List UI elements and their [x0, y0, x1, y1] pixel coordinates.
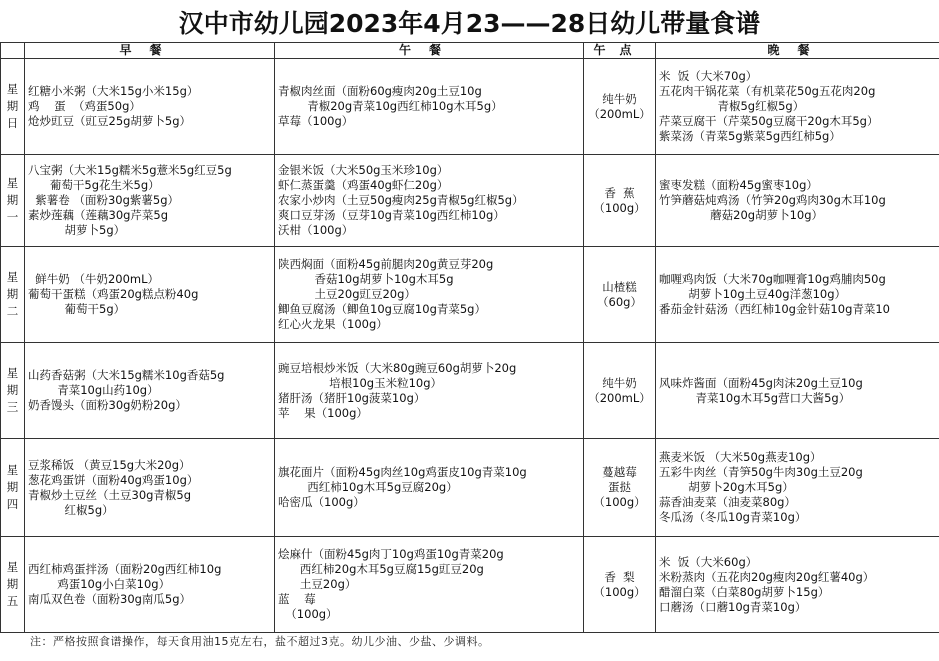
header-snack: 午点 — [584, 43, 656, 59]
dinner-cell — [656, 155, 939, 247]
lunch-line: 陕西焖面（面粉45g前腿肉20g黄豆芽20g — [278, 257, 494, 271]
dinner-cell — [656, 439, 939, 537]
breakfast-line: 红椒5g） — [28, 502, 114, 517]
day-label-char: 期 — [6, 193, 19, 207]
breakfast-line: 西红柿鸡蛋拌汤（面粉20g西红柿10g — [28, 562, 222, 576]
breakfast-cell — [25, 343, 275, 439]
snack-cell — [584, 247, 656, 343]
day-label — [1, 343, 25, 439]
day-label-char: 期 — [6, 99, 19, 113]
day-label-char: 期 — [6, 287, 19, 301]
day-label-char: 四 — [6, 497, 19, 511]
dinner-cell — [656, 537, 939, 633]
day-label-char: 二 — [6, 304, 19, 318]
dinner-line: 番茄金针菇汤（西红柿10g金针菇10g青菜10 — [659, 302, 890, 316]
menu-table — [0, 42, 939, 633]
breakfast-line: 鸡 蛋 （鸡蛋50g） — [28, 99, 141, 113]
dinner-cell — [656, 247, 939, 343]
snack-line: 香 蕉 — [604, 185, 635, 200]
breakfast-line: 山药香菇粥（大米15g糯米10g香菇5g — [28, 368, 225, 382]
breakfast-cell — [25, 439, 275, 537]
lunch-cell — [275, 247, 584, 343]
snack-line: 蔓越莓 — [602, 465, 637, 479]
dinner-line: 米 饭（大米70g） — [659, 69, 758, 83]
day-label-char: 一 — [6, 210, 19, 224]
breakfast-line: 葡萄干5g） — [28, 302, 126, 316]
day-label — [1, 439, 25, 537]
snack-cell — [584, 537, 656, 633]
day-label-char: 星 — [6, 366, 19, 380]
lunch-line: 沃柑（100g） — [278, 223, 354, 237]
day-row-thu — [1, 439, 939, 537]
dinner-line: 五花肉干锅花菜（有机菜花50g五花肉20g — [659, 84, 876, 98]
dinner-line: 蒜香油麦菜（油麦菜80g） — [659, 495, 796, 509]
lunch-line: 猪肝汤（猪肝10g菠菜10g） — [278, 390, 426, 405]
day-label-char: 三 — [6, 400, 19, 414]
breakfast-cell — [25, 537, 275, 633]
lunch-line: 培根10g玉米粒10g） — [278, 375, 443, 390]
dinner-cell — [656, 343, 939, 439]
breakfast-line: 青椒炒土豆丝（土豆30g青椒5g — [28, 487, 192, 502]
lunch-line: 青椒肉丝面（面粉60g瘦肉20g土豆10g — [278, 84, 482, 98]
dinner-line: 胡萝卜10g土豆40g洋葱10g） — [659, 287, 847, 301]
breakfast-line: 鲜牛奶 （牛奶200mL） — [28, 272, 160, 286]
day-row-sun — [1, 59, 939, 155]
lunch-cell — [275, 439, 584, 537]
dinner-line: 竹笋蘑菇炖鸡汤（竹笋20g鸡肉30g木耳10g — [659, 193, 886, 207]
day-label-char: 星 — [6, 560, 19, 574]
snack-cell — [584, 439, 656, 537]
lunch-line: （100g） — [278, 607, 338, 621]
breakfast-line: 八宝粥（大米15g糯米5g薏米5g红豆5g — [28, 163, 232, 177]
header-dinner: 晚餐 — [656, 43, 939, 59]
day-row-wed — [1, 343, 939, 439]
day-row-fri — [1, 537, 939, 633]
dinner-line: 芹菜豆腐干（芹菜50g豆腐干20g木耳5g） — [659, 114, 879, 128]
day-label-char: 星 — [6, 463, 19, 477]
dinner-line: 口蘑汤（口蘑10g青菜10g） — [659, 599, 807, 614]
breakfast-cell — [25, 59, 275, 155]
day-row-mon — [1, 155, 939, 247]
footnote: 注：严格按照食谱操作，每天食用油15克左右，盐不超过3克。幼儿少油、少盐、少调料。 — [30, 635, 490, 648]
snack-line: 山楂糕 — [602, 279, 637, 294]
breakfast-line: 青菜10g山药10g） — [28, 383, 159, 397]
snack-line: （60g） — [597, 294, 642, 309]
dinner-line: 冬瓜汤（冬瓜10g青菜10g） — [659, 510, 807, 524]
snack-line: 纯牛奶 — [602, 375, 637, 390]
snack-cell — [584, 155, 656, 247]
day-row-tue — [1, 247, 939, 343]
lunch-line: 旗花面片（面粉45g肉丝10g鸡蛋皮10g青菜10g — [278, 465, 527, 479]
lunch-line: 土豆20g豇豆20g） — [278, 287, 416, 301]
lunch-line: 农家小炒肉（土豆50g瘦肉25g青椒5g红椒5g） — [278, 193, 524, 207]
breakfast-line: 素炒莲藕（莲藕30g芹菜5g — [28, 208, 169, 222]
dinner-line: 燕麦米饭 （大米50g燕麦10g） — [659, 450, 822, 464]
lunch-cell — [275, 537, 584, 633]
lunch-line: 豌豆培根炒米饭（大米80g豌豆60g胡萝卜20g — [278, 360, 517, 375]
dinner-line: 青椒5g红椒5g） — [659, 99, 805, 113]
dinner-line: 胡萝卜20g木耳5g） — [659, 480, 794, 494]
dinner-line: 青菜10g木耳5g营口大酱5g） — [659, 390, 851, 405]
snack-line: （200mL） — [588, 390, 651, 405]
dinner-line: 蘑菇20g胡萝卜10g） — [659, 208, 824, 222]
breakfast-line: 红糖小米粥（大米15g小米15g） — [28, 84, 199, 98]
day-label-char: 期 — [6, 480, 19, 494]
breakfast-cell — [25, 247, 275, 343]
day-label-char: 日 — [6, 116, 19, 130]
day-label-char: 星 — [6, 176, 19, 190]
breakfast-line: 葡萄干5g花生米5g） — [28, 178, 160, 192]
snack-line: 香 梨 — [604, 569, 635, 584]
lunch-line: 西红柿10g木耳5g豆腐20g） — [278, 480, 458, 494]
header-breakfast: 早餐 — [25, 43, 275, 59]
day-label-char: 五 — [6, 594, 19, 608]
header-row — [1, 43, 939, 59]
dinner-line: 五彩牛肉丝（青笋50g牛肉30g土豆20g — [659, 465, 863, 479]
snack-cell — [584, 343, 656, 439]
breakfast-line: 炝炒豇豆（豇豆25g胡萝卜5g） — [28, 114, 192, 128]
snack-line: 纯牛奶 — [602, 91, 637, 106]
day-label — [1, 537, 25, 633]
breakfast-line: 葱花鸡蛋饼（面粉40g鸡蛋10g） — [28, 472, 199, 487]
lunch-cell — [275, 59, 584, 155]
lunch-line: 西红柿20g木耳5g豆腐15g豇豆20g — [278, 562, 484, 576]
snack-line: （100g） — [593, 584, 646, 599]
lunch-line: 哈密瓜（100g） — [278, 495, 365, 509]
breakfast-line: 南瓜双色卷（面粉30g南瓜5g） — [28, 592, 192, 606]
breakfast-cell — [25, 155, 275, 247]
day-label — [1, 59, 25, 155]
lunch-line: 虾仁蒸蛋羹（鸡蛋40g虾仁20g） — [278, 178, 449, 192]
header-lunch: 午餐 — [275, 43, 584, 59]
dinner-line: 紫菜汤（青菜5g紫菜5g西红柿5g） — [659, 129, 841, 143]
lunch-line: 草莓（100g） — [278, 114, 354, 128]
dinner-line: 蜜枣发糕（面粉45g蜜枣10g） — [659, 178, 818, 192]
dinner-line: 醋溜白菜（白菜80g胡萝卜15g） — [659, 584, 830, 599]
dinner-line: 米粉蒸肉（五花肉20g瘦肉20g红薯40g） — [659, 569, 875, 584]
lunch-line: 金银米饭（大米50g玉米珍10g） — [278, 163, 449, 177]
lunch-cell — [275, 155, 584, 247]
lunch-line: 鲫鱼豆腐汤（鲫鱼10g豆腐10g青菜5g） — [278, 302, 486, 316]
breakfast-line: 胡萝卜5g） — [28, 223, 126, 237]
lunch-line: 爽口豆芽汤（豆芽10g青菜10g西红柿10g） — [278, 208, 505, 222]
day-label — [1, 247, 25, 343]
day-label-char: 期 — [6, 383, 19, 397]
day-label-char: 星 — [6, 270, 19, 284]
lunch-line: 烩麻什（面粉45g肉丁10g鸡蛋10g青菜20g — [278, 547, 504, 561]
lunch-line: 土豆20g） — [278, 577, 357, 591]
breakfast-line: 鸡蛋10g小白菜10g） — [28, 577, 171, 591]
dinner-line: 米 饭（大米60g） — [659, 554, 758, 569]
snack-line: （100g） — [593, 200, 646, 215]
lunch-line: 红心火龙果（100g） — [278, 317, 388, 331]
breakfast-line: 葡萄干蛋糕（鸡蛋20g糕点粉40g — [28, 287, 199, 301]
header-day — [1, 43, 25, 59]
day-label — [1, 155, 25, 247]
lunch-cell — [275, 343, 584, 439]
snack-cell — [584, 59, 656, 155]
dinner-line: 风味炸酱面（面粉45g肉沫20g土豆10g — [659, 375, 863, 390]
snack-line: 蛋挞 — [608, 480, 631, 494]
page-title: 汉中市幼儿园2023年4月23——28日幼儿带量食谱 — [178, 9, 761, 38]
snack-line: （200mL） — [588, 106, 651, 121]
lunch-line: 香菇10g胡萝卜10g木耳5g — [278, 272, 454, 286]
breakfast-line: 紫薯卷 （面粉30g紫薯5g） — [28, 193, 180, 207]
snack-line: （100g） — [593, 495, 646, 509]
dinner-cell — [656, 59, 939, 155]
day-label-char: 星 — [6, 82, 19, 96]
breakfast-line: 豆浆稀饭 （黄豆15g大米20g） — [28, 457, 191, 472]
lunch-line: 蓝 莓 — [278, 592, 316, 606]
lunch-line: 青椒20g青菜10g西红柿10g木耳5g） — [278, 99, 503, 113]
day-label-char: 期 — [6, 577, 19, 591]
dinner-line: 咖喱鸡肉饭（大米70g咖喱膏10g鸡脯肉50g — [659, 272, 886, 286]
breakfast-line: 奶香馒头（面粉30g奶粉20g） — [28, 398, 187, 412]
lunch-line: 苹 果（100g） — [278, 405, 368, 420]
